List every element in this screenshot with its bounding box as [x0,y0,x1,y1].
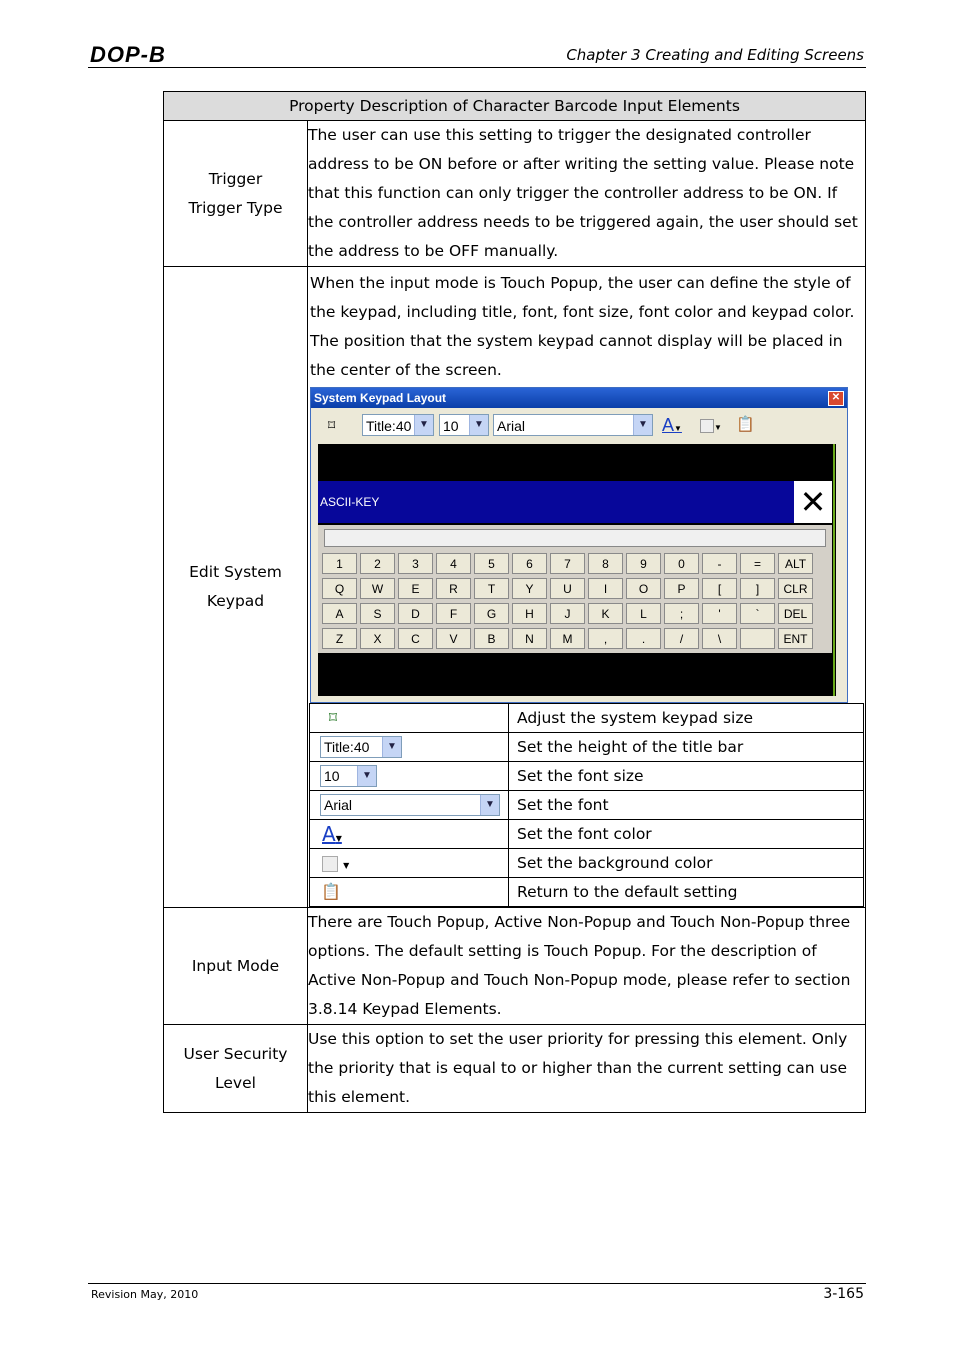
legend-text: Return to the default setting [509,878,864,907]
legend-icon-cell [310,704,509,733]
brand-logo: DOP-B [90,42,166,67]
keypad-key: I [588,578,623,599]
font-size-select-icon: 10 ▼ [320,765,377,787]
keypad-key: CLR [778,578,813,599]
key-grid [322,553,813,649]
keypad-key: N [512,628,547,649]
chevron-down-icon: ▼ [414,415,433,435]
keypad-key: E [398,578,433,599]
keypad-key: 3 [398,553,433,574]
legend-icon-cell [310,762,509,791]
keypad-key: \ [702,628,737,649]
resize-icon: ⌑ [328,708,338,727]
keypad-key: V [436,628,471,649]
keypad-layout-window [310,387,848,703]
keypad-key: ; [664,603,699,624]
font-color-icon[interactable]: A▼ [662,415,682,435]
resize-icon[interactable]: ⌑ [328,417,336,433]
chevron-down-icon: ▼ [469,415,488,435]
bg-color-icon: ▼ [322,852,362,874]
legend-text: Adjust the system keypad size [509,704,864,733]
font-select-icon: Arial ▼ [320,794,500,816]
keypad-key: D [398,603,433,624]
keypad-key: - [702,553,737,574]
keypad-key: = [740,553,775,574]
keypad-key: ' [702,603,737,624]
keypad-key: J [550,603,585,624]
keypad-key: 8 [588,553,623,574]
keypad-key: O [626,578,661,599]
keypad-key: / [664,628,699,649]
keypad-key: G [474,603,509,624]
legend-text: Set the height of the title bar [509,733,864,762]
keypad-key: K [588,603,623,624]
keypad-key: Q [322,578,357,599]
title-height-select-icon: Title:40 ▼ [320,736,402,758]
chevron-down-icon: ▼ [357,766,376,786]
keypad-key: DEL [778,603,813,624]
keypad-key: B [474,628,509,649]
keypad-key: Y [512,578,547,599]
window-title: System Keypad Layout ✕ [311,388,847,408]
keypad-key: . [626,628,661,649]
preview-input [324,529,826,547]
legend-text: Set the font size [509,762,864,791]
property-table [163,91,866,1113]
legend-text: Set the font [509,791,864,820]
preview-keyboard [318,525,832,653]
title-height-select[interactable]: Title:40 ▼ [362,414,434,436]
keypad-key: 9 [626,553,661,574]
legend-icon-cell [310,878,509,907]
keypad-preview-screen [318,444,836,696]
keypad-key: 0 [664,553,699,574]
keypad-key: H [512,603,547,624]
window-close-button[interactable]: ✕ [828,391,844,406]
keypad-key: ` [740,603,775,624]
revision-text: Revision May, 2010 [91,1288,199,1301]
row-desc-input-mode: There are Touch Popup, Active Non-Popup and Touch Non-Popup three options. The default setting is Touch Popup. For the description of Active Non-Popup and Touch Non-Popup mode, please refer to section 3.8.14 Keypad Elements. [308,908,866,1025]
font-color-icon: A▼ [322,822,342,846]
keypad-key: 6 [512,553,547,574]
preview-edge [833,444,835,696]
keypad-key: M [550,628,585,649]
legend-icon-cell [310,820,509,849]
keypad-key: C [398,628,433,649]
font-select[interactable]: Arial ▼ [493,414,653,436]
keypad-key: ENT [778,628,813,649]
table-title: Property Description of Character Barcode Input Elements [164,92,866,121]
keypad-key: 4 [436,553,471,574]
keypad-key: L [626,603,661,624]
keypad-key: ] [740,578,775,599]
edit-keypad-text: When the input mode is Touch Popup, the user can define the style of the keypad, including title, font, font size, font color and keypad color. The position that the system keypad cannot display will be placed in the center of the screen. [310,274,855,379]
chevron-down-icon: ▼ [480,795,499,815]
keypad-key: 1 [322,553,357,574]
row-label-trigger: Trigger Trigger Type [164,121,308,267]
row-desc-edit-keypad [308,267,866,908]
legend-icon-cell [310,849,509,878]
row-label-input-mode: Input Mode [164,908,308,1025]
keypad-key: A [322,603,357,624]
default-setting-icon[interactable]: 📋 [736,416,755,433]
keypad-key: S [360,603,395,624]
icon-legend-table [309,703,864,907]
legend-icon-cell [310,791,509,820]
keypad-key: U [550,578,585,599]
keypad-key: ALT [778,553,813,574]
chapter-title: Chapter 3 Creating and Editing Screens [566,46,864,64]
keypad-key [740,628,775,649]
keypad-key: R [436,578,471,599]
keypad-key: 7 [550,553,585,574]
keypad-key: [ [702,578,737,599]
keypad-key: W [360,578,395,599]
keypad-key: Z [322,628,357,649]
row-desc-trigger: The user can use this setting to trigger the designated controller address to be ON before or after writing the setting value. Please note that this function can only trigger the controller address to be ON. If the controller address needs to be triggered again, the user should set the address to be OFF manually. [308,121,866,267]
legend-text: Set the font color [509,820,864,849]
default-setting-icon: 📋 [321,882,341,901]
keypad-key: F [436,603,471,624]
row-desc-security: Use this option to set the user priority for pressing this element. Only the priority that is equal to or higher than the current setting can use this element. [308,1025,866,1113]
legend-icon-cell [310,733,509,762]
legend-text: Set the background color [509,849,864,878]
keypad-key: 2 [360,553,395,574]
keypad-key: T [474,578,509,599]
row-label-edit-keypad: Edit System Keypad [164,267,308,908]
row-label-security: User Security Level [164,1025,308,1113]
chevron-down-icon: ▼ [382,737,401,757]
keypad-key: , [588,628,623,649]
header-divider [88,67,866,68]
page-number: 3-165 [823,1286,864,1302]
keypad-key: P [664,578,699,599]
preview-title-bar: ASCII-KEY [318,481,796,523]
preview-close-icon: ✕ [794,481,832,523]
keypad-key: 5 [474,553,509,574]
font-size-select[interactable]: 10 ▼ [439,414,489,436]
chevron-down-icon: ▼ [633,415,652,435]
bg-color-icon[interactable]: ▼ [697,414,727,436]
footer-divider [88,1283,866,1284]
keypad-key: X [360,628,395,649]
